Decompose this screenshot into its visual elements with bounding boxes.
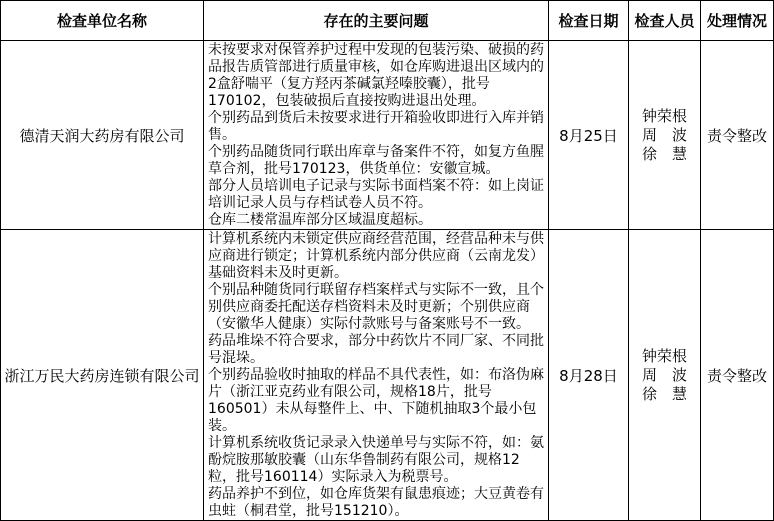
problems-cell bbox=[204, 41, 549, 230]
header-inspection-date: 检查日期 bbox=[549, 1, 629, 41]
unit-name-cell: 德清天润大药房有限公司 bbox=[1, 41, 204, 230]
table-row bbox=[1, 230, 774, 521]
problem-item: 药品养护不到位，如仓库货架有鼠患痕迹；大豆黄卷有虫蛀（桐君堂，批号151210）。 bbox=[208, 486, 544, 519]
action-taken-cell: 责令整改 bbox=[701, 230, 774, 521]
inspectors-cell bbox=[629, 230, 701, 521]
inspection-date-cell: 8月28日 bbox=[549, 230, 629, 521]
header-unit-name: 检查单位名称 bbox=[1, 1, 204, 41]
problem-item: 药品堆垛不符合要求，部分中药饮片不同厂家、不同批号混垛。 bbox=[208, 333, 544, 366]
table-row bbox=[1, 41, 774, 230]
header-inspectors: 检查人员 bbox=[629, 1, 701, 41]
problem-item: 个别药品到货后未按要求进行开箱验收即进行入库并销售。 bbox=[208, 110, 544, 143]
inspector-name: 钟荣根 bbox=[641, 106, 687, 125]
table-header-row bbox=[1, 1, 774, 41]
inspector-name: 徐 慧 bbox=[641, 384, 687, 403]
inspector-name: 周 波 bbox=[641, 365, 687, 384]
inspector-name: 徐 慧 bbox=[641, 144, 687, 163]
problem-item: 未按要求对保管养护过程中发现的包装污染、破损的药品报告质管部进行质量审核，如仓库购进退出区域内的2盒舒喘平（复方羟丙茶碱氯羟嗪胶囊），批号170102，包装破损后直接按购进退出处理。 bbox=[208, 42, 544, 109]
problem-item: 个别药品随货同行联出库章与备案件不符，如复方鱼腥草合剂，批号170123，供货单位：安徽宣城。 bbox=[208, 144, 544, 177]
inspector-name: 钟荣根 bbox=[641, 346, 687, 365]
inspection-date-cell: 8月25日 bbox=[549, 41, 629, 230]
inspectors-cell bbox=[629, 41, 701, 230]
problem-item: 个别药品验收时抽取的样品不具代表性，如：布洛伪麻片（浙江亚克药业有限公司，规格18片，批号160501）未从每整件上、中、下随机抽取3个最小包装。 bbox=[208, 367, 544, 434]
problem-item: 计算机系统内未锁定供应商经营范围，经营品种未与供应商进行锁定；计算机系统内部分供应商（云南龙发）基础资料未及时更新。 bbox=[208, 231, 544, 281]
header-main-problems: 存在的主要问题 bbox=[204, 1, 549, 41]
inspector-name: 周 波 bbox=[641, 125, 687, 144]
problem-item: 仓库二楼常温库部分区域温度超标。 bbox=[208, 212, 432, 228]
header-action-taken: 处理情况 bbox=[701, 1, 774, 41]
problem-item: 计算机系统收货记录录入快递单号与实际不符，如：氨酚烷胺那敏胶囊（山东华鲁制药有限公司，规格12粒，批号160114）实际录入为税票号。 bbox=[208, 435, 544, 485]
unit-name-cell: 浙江万民大药房连锁有限公司 bbox=[1, 230, 204, 521]
problem-item: 个别品种随货同行联留存档案样式与实际不一致，且个别供应商委托配送存档资料未及时更新；个别供应商（安徽华人健康）实际付款账号与备案账号不一致。 bbox=[208, 282, 544, 332]
action-taken-cell: 责令整改 bbox=[701, 41, 774, 230]
problems-cell bbox=[204, 230, 549, 521]
problem-item: 部分人员培训电子记录与实际书面档案不符：如上岗证培训记录人员与存档试卷人员不符。 bbox=[208, 178, 544, 211]
